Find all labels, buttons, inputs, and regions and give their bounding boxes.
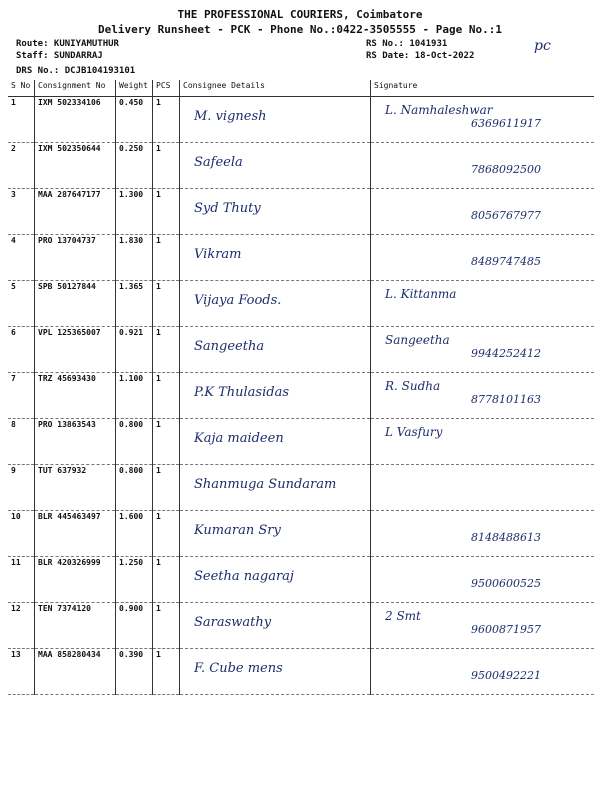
consignment-no-cell: BLR 445463497 [35,511,116,557]
signature-cell [371,189,595,235]
col-consignee: Consignee Details [180,80,371,97]
signature-handwriting: L. Namhaleshwar [385,103,493,117]
weight-cell: 1.300 [116,189,153,235]
consignee-cell [180,649,371,695]
corner-mark: pc [534,38,551,54]
table-row [8,143,594,189]
consignment-no-cell: MAA 858280434 [35,649,116,695]
signature-handwriting: R. Sudha [385,379,441,393]
consignee-cell [180,235,371,281]
col-weight: Weight [116,80,153,97]
signature-cell [371,603,595,649]
table-row [8,327,594,373]
sno-cell: 11 [8,557,35,603]
phone-handwriting: 9500600525 [471,577,541,590]
col-consignment-no: Consignment No [35,80,116,97]
rs-date: RS Date: 18-Oct-2022 [366,51,475,61]
signature-handwriting: Sangeetha [385,333,450,347]
phone-handwriting: 8778101163 [471,393,541,406]
phone-handwriting: 9500492221 [471,669,541,682]
consignee-handwriting: P.K Thulasidas [194,385,289,400]
pcs-cell: 1 [153,465,180,511]
phone-handwriting: 6369611917 [471,117,541,130]
weight-cell: 1.100 [116,373,153,419]
weight-cell: 0.450 [116,97,153,143]
consignment-no-cell: BLR 420326999 [35,557,116,603]
pcs-cell: 1 [153,281,180,327]
table-row [8,419,594,465]
consignee-cell [180,557,371,603]
table-row [8,235,594,281]
col-pcs: PCS [153,80,180,97]
sno-cell: 1 [8,97,35,143]
consignee-handwriting: Seetha nagaraj [194,569,294,584]
weight-cell: 0.921 [116,327,153,373]
pcs-cell: 1 [153,373,180,419]
weight-cell: 0.900 [116,603,153,649]
sno-cell: 5 [8,281,35,327]
weight-cell: 1.365 [116,281,153,327]
consignee-handwriting: M. vignesh [194,109,267,124]
consignment-no-cell: VPL 125365007 [35,327,116,373]
consignee-cell [180,327,371,373]
consignee-handwriting: Kaja maideen [194,431,284,446]
consignee-handwriting: F. Cube mens [194,661,283,676]
sno-cell: 8 [8,419,35,465]
phone-handwriting: 8148488613 [471,531,541,544]
table-row [8,97,594,143]
consignment-no-cell: TRZ 45693430 [35,373,116,419]
runsheet-meta-right [366,38,474,62]
consignment-no-cell: TUT 637932 [35,465,116,511]
sno-cell: 10 [8,511,35,557]
weight-cell: 0.390 [116,649,153,695]
col-sno: S No [8,80,35,97]
consignment-table [8,80,594,695]
table-row [8,465,594,511]
consignee-handwriting: Syd Thuty [194,201,261,216]
table-row [8,281,594,327]
phone-handwriting: 8056767977 [471,209,541,222]
signature-cell [371,649,595,695]
signature-handwriting: L. Kittanma [385,287,457,301]
table-row [8,557,594,603]
consignee-cell [180,97,371,143]
signature-cell [371,419,595,465]
consignee-handwriting: Shanmuga Sundaram [194,477,337,492]
pcs-cell: 1 [153,419,180,465]
consignee-cell [180,189,371,235]
rs-number: RS No.: 1041931 [366,39,448,49]
pcs-cell: 1 [153,327,180,373]
consignee-cell [180,465,371,511]
signature-cell [371,557,595,603]
weight-cell: 1.600 [116,511,153,557]
pcs-cell: 1 [153,189,180,235]
pcs-cell: 1 [153,97,180,143]
signature-cell [371,373,595,419]
signature-cell [371,97,595,143]
consignment-no-cell: SPB 50127844 [35,281,116,327]
table-row [8,373,594,419]
consignee-handwriting: Vijaya Foods. [194,293,282,308]
runsheet-subtitle: Delivery Runsheet - PCK - Phone No.:0422-3505555 - Page No.:1 [98,23,502,36]
phone-handwriting: 8489747485 [471,255,541,268]
signature-cell [371,281,595,327]
weight-cell: 0.800 [116,419,153,465]
sno-cell: 6 [8,327,35,373]
sno-cell: 7 [8,373,35,419]
signature-cell [371,327,595,373]
consignee-cell [180,603,371,649]
signature-handwriting: 2 Smt [385,609,421,623]
col-signature: Signature [371,80,595,97]
phone-handwriting: 7868092500 [471,163,541,176]
consignment-no-cell: PRO 13863543 [35,419,116,465]
staff-label: Staff: SUNDARRAJ [16,51,103,61]
signature-cell [371,143,595,189]
phone-handwriting: 9944252412 [471,347,541,360]
pcs-cell: 1 [153,603,180,649]
consignment-no-cell: MAA 287647177 [35,189,116,235]
pcs-cell: 1 [153,511,180,557]
weight-cell: 1.250 [116,557,153,603]
consignee-handwriting: Kumaran Sry [194,523,281,538]
sno-cell: 13 [8,649,35,695]
weight-cell: 0.800 [116,465,153,511]
consignee-handwriting: Vikram [194,247,242,262]
weight-cell: 0.250 [116,143,153,189]
signature-handwriting: L Vasfury [385,425,443,439]
consignment-no-cell: PRO 13704737 [35,235,116,281]
runsheet-meta-left [16,38,135,77]
drs-number: DRS No.: DCJB104193101 [16,66,136,76]
table-row [8,649,594,695]
table-row [8,603,594,649]
pcs-cell: 1 [153,557,180,603]
consignee-handwriting: Sangeetha [194,339,265,354]
weight-cell: 1.830 [116,235,153,281]
consignee-cell [180,281,371,327]
route-label: Route: KUNIYAMUTHUR [16,39,119,49]
phone-handwriting: 9600871957 [471,623,541,636]
sno-cell: 3 [8,189,35,235]
pcs-cell: 1 [153,649,180,695]
sno-cell: 9 [8,465,35,511]
consignee-handwriting: Saraswathy [194,615,272,630]
sno-cell: 4 [8,235,35,281]
sno-cell: 2 [8,143,35,189]
table-row [8,511,594,557]
signature-cell [371,235,595,281]
consignee-handwriting: Safeela [194,155,243,170]
pcs-cell: 1 [153,143,180,189]
consignee-cell [180,143,371,189]
signature-cell [371,511,595,557]
consignment-no-cell: IXM 502334106 [35,97,116,143]
pcs-cell: 1 [153,235,180,281]
signature-cell [371,465,595,511]
sno-cell: 12 [8,603,35,649]
table-row [8,189,594,235]
consignee-cell [180,419,371,465]
consignee-cell [180,373,371,419]
consignment-no-cell: IXM 502350644 [35,143,116,189]
consignee-cell [180,511,371,557]
runsheet-header [0,8,600,36]
company-title: THE PROFESSIONAL COURIERS, Coimbatore [177,8,423,21]
consignment-no-cell: TEN 7374120 [35,603,116,649]
table-header-row [8,80,594,97]
